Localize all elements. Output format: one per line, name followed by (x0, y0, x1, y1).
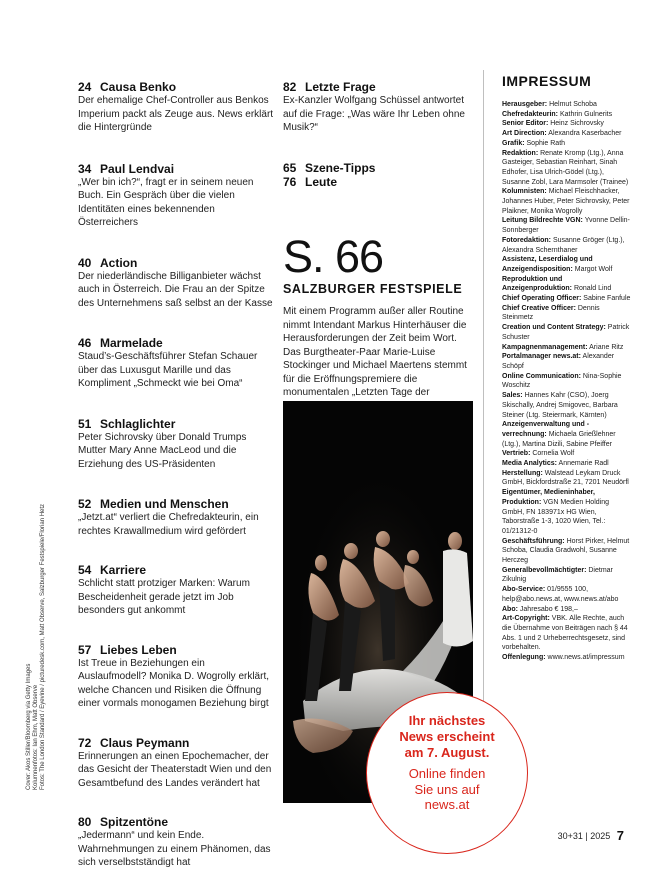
impressum-label: Kampagnenmanagement: (502, 343, 588, 351)
folio (558, 828, 624, 843)
impressum-value: Nina-Sophie Woschitz (502, 372, 622, 390)
impressum-label: Kolumnisten: (502, 188, 547, 196)
toc-entry[interactable] (78, 563, 274, 618)
toc-entry[interactable] (78, 336, 274, 391)
impressum-value: Annemarie Radl (558, 460, 609, 468)
toc-entry[interactable] (78, 256, 274, 311)
feature-page-number[interactable]: S. 66 (283, 231, 384, 282)
impressum-value: www.news.at/impressum (547, 654, 625, 662)
toc-entry[interactable] (78, 643, 274, 711)
impressum-item (502, 236, 632, 255)
impressum-value: Jahresabo € 198,– (519, 605, 578, 613)
impressum-label: Art-Copyright: (502, 615, 550, 623)
impressum-label: Vertrieb: (502, 450, 531, 458)
toc-entry[interactable] (78, 736, 274, 791)
impressum-list (502, 100, 632, 663)
toc-entry-teaser: Staud’s-Geschäftsführer Stefan Schauer über das Luxusgut Marille und das Kompliment „Schmeckt wie bei Oma“ (78, 351, 258, 389)
impressum-item (502, 585, 632, 604)
promo-line-2: News erscheint (399, 729, 495, 744)
promo-headline (367, 713, 527, 761)
promo-line-5: Sie uns auf (414, 781, 480, 797)
toc-entry-teaser: Erinnerungen an einen Epochemacher, der das Gesicht der Theaterstadt Wien und den Gesamtbefund des Landes verändert hat (78, 750, 272, 789)
toc-entry-title: Liebes Leben (100, 642, 177, 657)
toc-page-number: 57 (78, 642, 92, 657)
impressum-label: Chief Operating Officer: (502, 295, 582, 303)
impressum-item (502, 129, 632, 139)
impressum-item (502, 139, 632, 149)
toc-entry-title: Claus Peymann (100, 735, 190, 750)
impressum-value: Alexandra Kaserbacher (548, 130, 622, 138)
impressum-item (502, 566, 632, 585)
impressum-item (502, 605, 632, 615)
impressum-item (502, 372, 632, 391)
toc-entry-teaser: Peter Sichrovsky über Donald Trumps Mutter Mary Anne MacLeod und die Erziehung des US-Präsidenten (78, 431, 247, 470)
toc-entry-teaser: „Jedermann“ und kein Ende. Wahrnehmungen zu einem Phänomen, das sich verselbstständigt hat (78, 830, 271, 868)
toc-entry-heading (78, 736, 274, 750)
toc-page-number: 54 (78, 563, 92, 577)
credit-line-3: Fotos: The London Standard / Eyevine / picturedesk.com, Matt Observe, Salzburger Festspiele/Florian Hetz (40, 503, 46, 790)
impressum-label: Eigentümer, Medieninhaber, Produktion: (502, 489, 595, 506)
impressum-label: Generalbevollmächtigter: (502, 566, 587, 574)
toc-entry-teaser: „Jetzt.at“ verliert die Chefredakteurin, ein rechtes Krawallmedium wird gefördert (78, 512, 259, 537)
toc-entry[interactable] (78, 80, 274, 135)
credit-line-1: Cover: Akos Stiller/Bloomberg via Getty Images (26, 663, 32, 790)
promo-online (367, 766, 527, 813)
toc-entry-teaser: Der niederländische Billiganbieter wächst auch in Österreich. Die Frau an der Spitze des Unternehmens saß selbst an der Kasse (78, 270, 273, 309)
impressum-value: Ariane Ritz (589, 343, 624, 351)
promo-line-4: Online finden (408, 766, 486, 781)
impressum-value: Dietmar Zikulnig (502, 566, 613, 584)
impressum-value: Kathrin Gulnerits (559, 110, 613, 118)
impressum-label: Geschäftsführung: (502, 537, 565, 545)
toc-entry[interactable] (78, 162, 274, 230)
toc-entry-heading (78, 162, 274, 176)
impressum-value: Horst Pirker, Helmut Schoba, Claudia Gradwohl, Susanne Herczeg (502, 537, 630, 565)
impressum-label: Grafik: (502, 139, 525, 147)
photo-credits (26, 503, 46, 790)
impressum-label: Online Communication: (502, 372, 581, 380)
impressum-item (502, 343, 632, 353)
impressum-label: Leitung Bildrechte VGN: (502, 217, 583, 225)
impressum-item (502, 100, 632, 110)
toc-entry[interactable] (78, 815, 274, 870)
toc-entry-title: Szene-Tipps (305, 160, 376, 175)
impressum-item (502, 352, 632, 371)
impressum-item (502, 653, 632, 663)
impressum-label: Herausgeber: (502, 101, 548, 108)
impressum-item (502, 216, 632, 235)
toc-entry-title: Action (100, 255, 138, 270)
toc-entry[interactable] (283, 175, 473, 189)
promo-line-3: am 7. August. (404, 745, 490, 760)
impressum-item (502, 469, 632, 488)
impressum-value: VGN Medien Holding GmbH, FN 183971x HG Wien, Taborstraße 1-3, 1020 Wien, Tel.: 01/21312-0 (502, 498, 609, 535)
impressum-value: Helmut Schoba (549, 101, 597, 108)
impressum-item (502, 187, 632, 216)
toc-entry-title: Marmelade (100, 336, 163, 350)
impressum-item (502, 294, 632, 304)
impressum-label: Herstellung: (502, 469, 543, 477)
promo-line-1: Ihr nächstes (408, 713, 486, 728)
toc-page-number: 65 (283, 160, 297, 175)
toc-entry-title: Letzte Frage (305, 80, 376, 94)
feature-title: SALZBURGER FESTSPIELE (283, 282, 463, 296)
impressum-item (502, 323, 632, 342)
toc-entry[interactable] (283, 80, 473, 135)
impressum-item (502, 110, 632, 120)
feature-teaser: Mit einem Programm außer aller Routine nimmt Intendant Markus Hinterhäuser die Herausforderungen der Zeit beim Wort. Das Burgtheater-Paar Marie-Luise Stockinger und Michael Maertens stemmt für die Eröffnungspremiere die monumentalen „Letzten Tage der (283, 306, 467, 398)
impressum-value: Ronald Lind (573, 285, 612, 293)
impressum-label: Chief Creative Officer: (502, 304, 576, 312)
impressum-value: Margot Wolf (574, 265, 613, 273)
impressum-item (502, 391, 632, 420)
impressum-item (502, 614, 632, 653)
toc-left-column (78, 80, 274, 870)
impressum-label: Fotoredaktion: (502, 236, 551, 244)
impressum-value: Renate Kromp (Ltg.), Anna Gasteiger, Sebastian Reinhart, Sinah Edhofer, Lisa Ulrich-Gödel (Ltg.), Susanne Zobl, Lara Marmsoler (Trainee) (502, 149, 629, 186)
toc-entry-heading (78, 497, 274, 511)
impressum-label: Redaktion: (502, 149, 539, 157)
impressum-item (502, 537, 632, 566)
impressum-value: Sophie Rath (526, 139, 566, 147)
impressum-item (502, 255, 632, 274)
impressum-label: Senior Editor: (502, 120, 549, 128)
toc-page-number: 51 (78, 416, 92, 431)
impressum-value: Walstead Leykam Druck GmbH, Bickfordstraße 21, 7201 Neudörfl (502, 469, 629, 487)
impressum-label: Art Direction: (502, 130, 547, 138)
toc-entry[interactable] (78, 497, 274, 538)
impressum-label: Sales: (502, 392, 523, 400)
toc-entry-heading (283, 80, 473, 94)
impressum-label: Chefredakteurin: (502, 110, 559, 118)
impressum-value: Sabine Fanfule (583, 295, 631, 303)
toc-page-number: 24 (78, 80, 92, 94)
impressum-item (502, 459, 632, 469)
toc-entry-heading (78, 563, 274, 577)
page-number: 7 (616, 828, 624, 843)
impressum-value: Susanne Gröger (Ltg.), Alexandra Schernthaner (502, 236, 625, 254)
impressum-label: Portalmanager news.at: (502, 353, 581, 361)
impressum-value: Heinz Sichrovsky (550, 120, 604, 128)
toc-entry-heading (78, 643, 274, 657)
impressum-value: Dennis Steinmetz (502, 304, 600, 322)
impressum-label: Creation und Content Strategy: (502, 324, 606, 332)
impressum-item (502, 449, 632, 459)
impressum-label: Offenlegung: (502, 654, 546, 662)
impressum-label: Abo-Service: (502, 586, 546, 594)
impressum-value: Patrick Schuster (502, 324, 630, 341)
impressum-value: Michaela Grießlehner (Ltg.), Martina Dizili, Sabine Pfeiffer (502, 430, 616, 448)
impressum-value: Alexander Schöpf (502, 353, 615, 370)
impressum-value: Cornelia Wolf (532, 450, 575, 458)
toc-entry-title: Schlaglichter (100, 416, 176, 431)
toc-page-number: 80 (78, 815, 92, 829)
toc-entry-teaser: Schlicht statt protziger Marken: Warum Bescheidenheit gerade jetzt im Job besonders gut ankommt (78, 578, 250, 616)
toc-entry-teaser: Ex-Kanzler Wolfgang Schüssel antwortet auf die Frage: „Was wäre Ihr Leben ohne Musik?“ (283, 95, 465, 133)
toc-page-number: 82 (283, 80, 297, 94)
credit-line-2: Kolumnenfotos: Ian Ehm, Matt Observe (33, 684, 39, 790)
toc-entry-heading (283, 175, 473, 189)
toc-page-number: 46 (78, 336, 92, 350)
toc-entry[interactable] (283, 161, 473, 175)
toc-entry-title: Medien und Menschen (100, 497, 229, 511)
impressum-label: Abo: (502, 605, 518, 613)
toc-middle-column (283, 80, 473, 189)
toc-entry-teaser: Der ehemalige Chef-Controller aus Benkos Imperium packt als Zeuge aus. News erklärt die Hintergründe (78, 95, 274, 133)
toc-entry-title: Causa Benko (100, 80, 177, 94)
issue-number: 30+31 | 2025 (557, 831, 611, 841)
toc-page-number: 72 (78, 735, 92, 750)
impressum-label: Anzeigenverwaltung und -verrechnung: (502, 421, 590, 438)
impressum-item (502, 149, 632, 188)
toc-entry[interactable] (78, 417, 274, 472)
toc-entry-title: Paul Lendvai (100, 161, 175, 176)
toc-entry-title: Leute (305, 174, 338, 189)
impressum-value: Yvonne Dellin-Sonnberger (502, 217, 630, 235)
toc-entry-heading (78, 256, 274, 270)
impressum-title: IMPRESSUM (502, 73, 592, 89)
impressum-value: VBK. Alle Rechte, auch die Übernahme von Beiträgen nach § 44 Abs. 1 und 2 Urheberrechtsgesetz, sind vorbehalten. (502, 615, 628, 652)
photo-credits-text (26, 503, 47, 790)
toc-page-number: 34 (78, 161, 92, 176)
toc-page-number: 76 (283, 174, 297, 189)
toc-entry-heading (78, 80, 274, 94)
toc-entry-teaser: „Wer bin ich?“, fragt er in seinem neuen Buch. Ein Gespräch über die vielen Identitäten eines bekennenden Österreichers (78, 176, 254, 228)
next-issue-promo[interactable] (366, 692, 528, 854)
toc-entry-teaser: Ist Treue in Beziehungen ein Auslaufmodell? Monika D. Wogrolly erklärt, welche Chancen und Risiken die Öffnung einer vormals monogamen Beziehung birgt (78, 657, 270, 709)
impressum-value: Michael Fleischhacker, Johannes Huber, Peter Sichrovsky, Peter Plaikner, Monika Wogrolly (502, 188, 630, 215)
toc-entry-heading (283, 161, 473, 175)
toc-entry-heading (78, 417, 274, 431)
toc-page-number: 40 (78, 255, 92, 270)
toc-page-number: 52 (78, 497, 92, 511)
impressum-label: Assistenz, Leserdialog und Anzeigendisposition: (502, 256, 593, 273)
impressum-value: Hannes Kahr (CSO), Joerg Skischally, Andrej Smigovec, Barbara Steiner (Ltg. Steiermark, Kärnten) (502, 392, 618, 419)
impressum-label: Media Analytics: (502, 460, 557, 468)
toc-entry-heading (78, 336, 274, 350)
impressum-value: 01/9555 100, help@abo.news.at, www.news.at/abo (502, 586, 619, 603)
toc-entry-title: Spitzentöne (100, 815, 168, 829)
impressum-label: Reproduktion und Anzeigenproduktion: (502, 275, 572, 293)
impressum-item (502, 119, 632, 129)
impressum-item (502, 488, 632, 537)
toc-entry-title: Karriere (100, 563, 147, 577)
toc-entry-heading (78, 815, 274, 829)
promo-link-news-at[interactable]: news.at (424, 797, 470, 812)
impressum-item (502, 304, 632, 323)
impressum-item (502, 420, 632, 449)
impressum-item (502, 275, 632, 294)
